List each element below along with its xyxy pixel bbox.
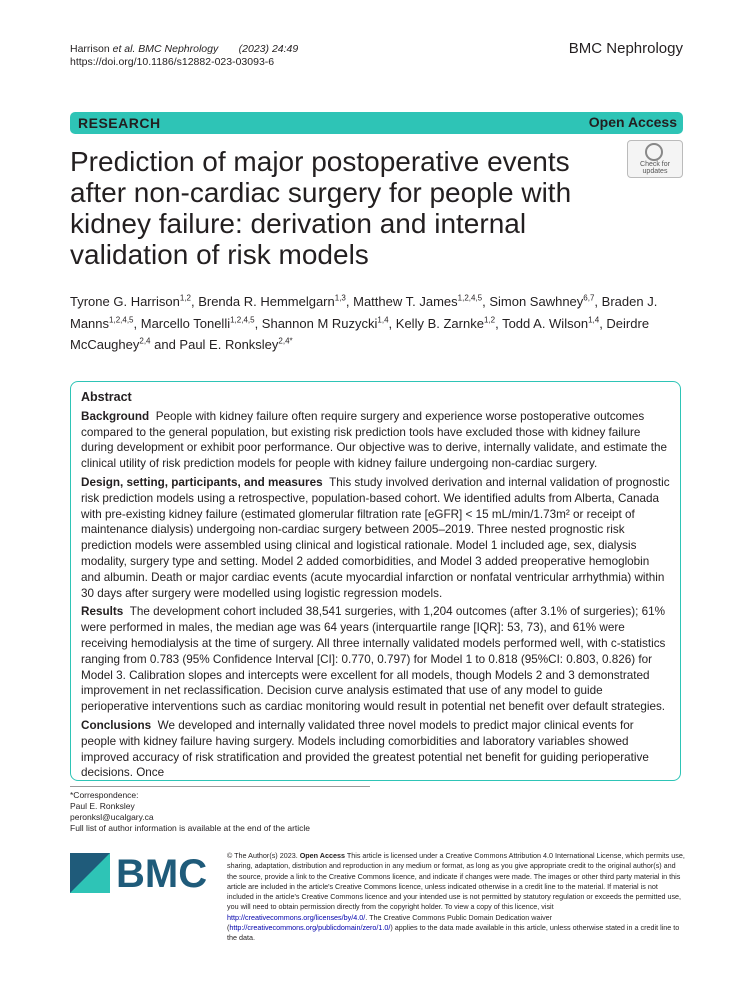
abstract-background: Background People with kidney failure often require surgery and experience worse postoperative outcomes compared to the general population, but existing risk prediction tools have excluded those with kidney failure during development or exhibit poor performance. Our objective was to derive, internally validate, and estimate the clinical utility of risk prediction models for people with kidney failure undergoing non-cardiac surgery. (81, 409, 667, 471)
author: Marcello Tonelli$^{1,2,4,5}$, (140, 315, 262, 331)
logo-text: BMC (116, 853, 208, 893)
author: Brenda R. Hemmelgarn$^{1,3}$, (198, 294, 354, 310)
abstract-design: Design, setting, participants, and measures This study involved derivation and internal validation of prognostic risk prediction models using a retrospective, population-based cohort. We identified adults from Alberta, Canada with pre-existing kidney failure (estimated glomerular filtration rate [eGFR] < 15 mL/min/1.73m² or receipt of maintenance dialysis) undergoing non-cardiac surgery between 2005–2019. Three nested prognostic risk prediction models were assembled using clinical and logistical rationale. Model 1 included age, sex, dialysis modality, surgery type and setting. Model 2 added comorbidities, and Model 3 added preoperative hemoglobin and albumin. Death or major cardiac events (acute myocardial infarction or nonfatal ventricular arrhythmia) within 30 days after surgery were modelled using logistic regression models. (81, 475, 670, 600)
running-header (70, 43, 298, 69)
correspondence-label: *Correspondence: (70, 790, 139, 800)
license-link[interactable]: http://creativecommons.org/licenses/by/4.0/ (227, 912, 366, 922)
article-title: Prediction of major postoperative events after non-cardiac surgery for people with kidney failure: derivation and internal validation of risk models (70, 146, 572, 270)
author: Todd A. Wilson$^{1,4}$, (502, 315, 607, 331)
author: Braden J. Manns$^{1,2,4,5}$, (70, 294, 658, 331)
check-for-updates-badge[interactable] (627, 140, 683, 178)
check-line2: updates (642, 168, 668, 175)
citation-journal: et al. BMC Nephrology (112, 43, 219, 55)
author: Tyrone G. Harrison$^{1,2}$, (70, 294, 199, 310)
correspondence-footnote (70, 786, 370, 834)
correspondence-name: Paul E. Ronksley (70, 801, 135, 811)
abstract-conclusions: Conclusions We developed and internally validated three novel models to predict major clinical events for people with kidney failure having surgery. Models including comorbidities and laboratory variables showed improved accuracy of risk stratification and provided the greatest potential net benefit for guiding perioperative decisions. Once (81, 718, 649, 780)
author: Paul E. Ronksley$^{2,4*}$ (179, 336, 293, 352)
citation-author: Harrison (70, 43, 110, 55)
open-access-label: Open Access (588, 114, 677, 130)
abstract-results: Results The development cohort included 38,541 surgeries, with 1,204 outcomes (after 3.1% of surgeries); 61% were performed in males, the median age was 64 years (interquartile range [IQR]: 53, 73), and 61% were receiving hemodialysis at the time of surgery. All three internally validated models performed well, with c-statistics ranging from 0.783 (95% Confidence Interval [CI]: 0.770, 0.797) for Model 1 to 0.818 (95%CI: 0.803, 0.826) for Model 3. Calibration slopes and intercepts were excellent for all models, though Models 2 and 3 demonstrated improvement in net reclassification. Decision curve analysis estimated that use of any model to guide perioperative interventions such as cardiac monitoring would result in potential net benefit over default strategies. (81, 605, 666, 714)
abstract-box (70, 381, 681, 781)
article-type-label: RESEARCH (78, 115, 161, 131)
journal-name: BMC Nephrology (568, 40, 683, 57)
author-list (70, 290, 682, 354)
bmc-logo (70, 853, 210, 893)
author: Deirdre McCaughey$^{2,4}$ and (70, 315, 650, 352)
public-domain-link[interactable]: http://creativecommons.org/publicdomain/zero/1.0/ (229, 923, 391, 933)
article-type-banner (70, 112, 683, 134)
affiliations-note: Full list of author information is available at the end of the article (70, 823, 311, 833)
citation-year: (2023) 24:49 (238, 43, 299, 55)
correspondence-email[interactable]: peronksl@ucalgary.ca (70, 812, 154, 822)
author: Shannon M Ruzycki$^{1,4}$, (261, 315, 396, 331)
abstract-heading: Abstract (81, 390, 132, 404)
author: Matthew T. James$^{1,2,4,5}$, (353, 294, 490, 310)
doi-link[interactable]: https://doi.org/10.1186/s12882-023-03093-6 (70, 56, 275, 68)
check-updates-icon (645, 143, 663, 161)
author: Simon Sawhney$^{6,7}$, (489, 294, 602, 310)
author: Kelly B. Zarnke$^{1,2}$, (395, 315, 503, 331)
footnote-divider (70, 786, 370, 787)
license-text: © The Author(s) 2023. Open Access This article is licensed under a Creative Commons Attribution 4.0 International License, which permits use, sharing, adaptation, distribution and reproduction in any medium or format, as long as you give appropriate credit to the original author(s) and the source, provide a link to the Creative Commons licence, and indicate if changes were made. The images or other third party material in this article are included in the article's Creative Commons licence, unless indicated otherwise in a credit line to the material. If material is not included in the article's Creative Commons licence and your intended use is not permitted by statutory regulation or exceeds the permitted use, you will need to obtain permission directly from the copyright holder. To view a copy of this licence, visit http://creativecommons.org/licenses/by/4.0/. The Creative Commons Public Domain Dedication waiver (http://creativecommons.org/publicdomain/zero/1.0/) applies to the data made available in this article, unless otherwise stated in a credit line to the data. (227, 851, 685, 943)
citation (70, 43, 298, 56)
check-line1: Check for (640, 161, 670, 168)
